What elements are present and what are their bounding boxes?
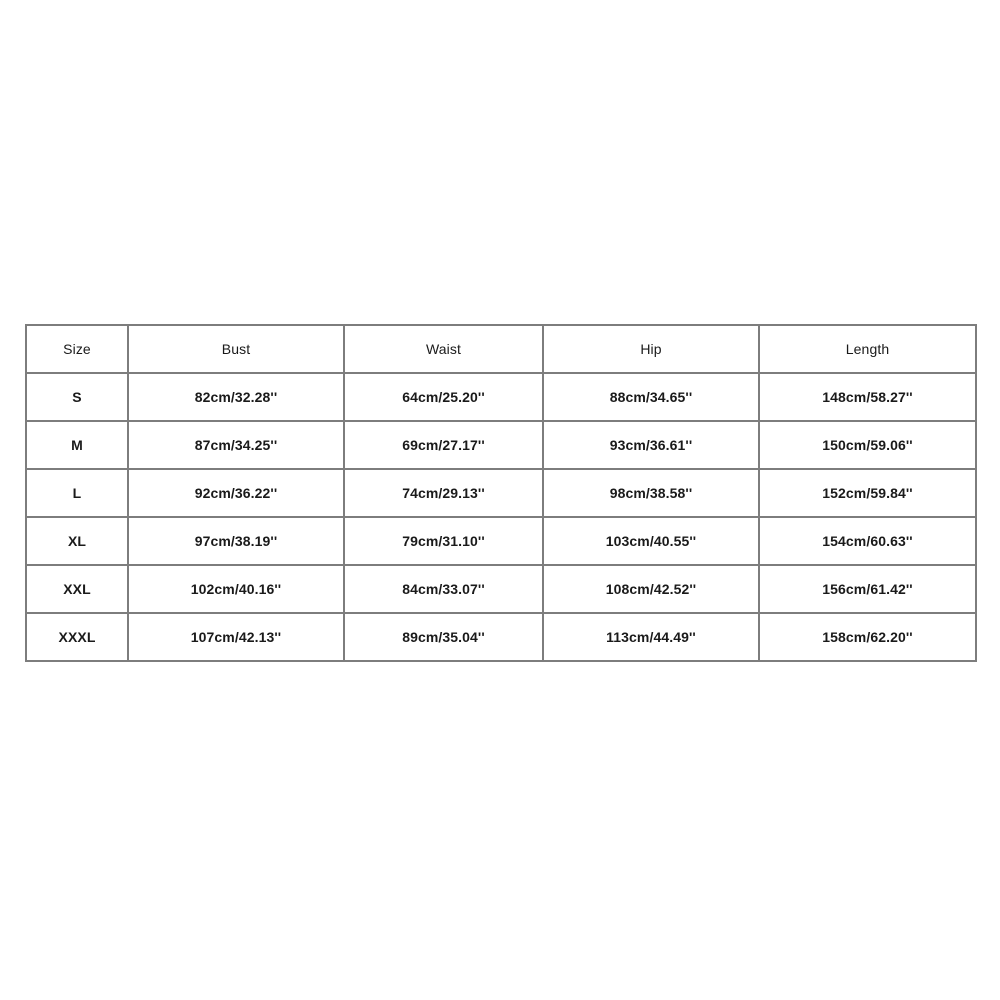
table-header-row <box>26 325 976 373</box>
waist-cell: 89cm/35.04'' <box>344 613 543 661</box>
waist-cell: 84cm/33.07'' <box>344 565 543 613</box>
size-cell: XL <box>26 517 128 565</box>
hip-cell: 103cm/40.55'' <box>543 517 759 565</box>
waist-cell: 64cm/25.20'' <box>344 373 543 421</box>
hip-cell: 98cm/38.58'' <box>543 469 759 517</box>
hip-cell: 113cm/44.49'' <box>543 613 759 661</box>
bust-cell: 92cm/36.22'' <box>128 469 344 517</box>
size-cell: XXXL <box>26 613 128 661</box>
size-cell: XXL <box>26 565 128 613</box>
bust-cell: 82cm/32.28'' <box>128 373 344 421</box>
table-row <box>26 421 976 469</box>
header-hip: Hip <box>543 325 759 373</box>
table-row <box>26 469 976 517</box>
bust-cell: 87cm/34.25'' <box>128 421 344 469</box>
size-cell: S <box>26 373 128 421</box>
header-size: Size <box>26 325 128 373</box>
size-cell: L <box>26 469 128 517</box>
table-row <box>26 517 976 565</box>
hip-cell: 88cm/34.65'' <box>543 373 759 421</box>
length-cell: 152cm/59.84'' <box>759 469 976 517</box>
bust-cell: 107cm/42.13'' <box>128 613 344 661</box>
hip-cell: 108cm/42.52'' <box>543 565 759 613</box>
waist-cell: 74cm/29.13'' <box>344 469 543 517</box>
waist-cell: 69cm/27.17'' <box>344 421 543 469</box>
length-cell: 156cm/61.42'' <box>759 565 976 613</box>
waist-cell: 79cm/31.10'' <box>344 517 543 565</box>
length-cell: 154cm/60.63'' <box>759 517 976 565</box>
table-row <box>26 613 976 661</box>
size-cell: M <box>26 421 128 469</box>
size-chart-table <box>25 324 977 662</box>
bust-cell: 102cm/40.16'' <box>128 565 344 613</box>
table-row <box>26 373 976 421</box>
length-cell: 148cm/58.27'' <box>759 373 976 421</box>
bust-cell: 97cm/38.19'' <box>128 517 344 565</box>
header-waist: Waist <box>344 325 543 373</box>
length-cell: 158cm/62.20'' <box>759 613 976 661</box>
hip-cell: 93cm/36.61'' <box>543 421 759 469</box>
header-bust: Bust <box>128 325 344 373</box>
table-row <box>26 565 976 613</box>
length-cell: 150cm/59.06'' <box>759 421 976 469</box>
header-length: Length <box>759 325 976 373</box>
